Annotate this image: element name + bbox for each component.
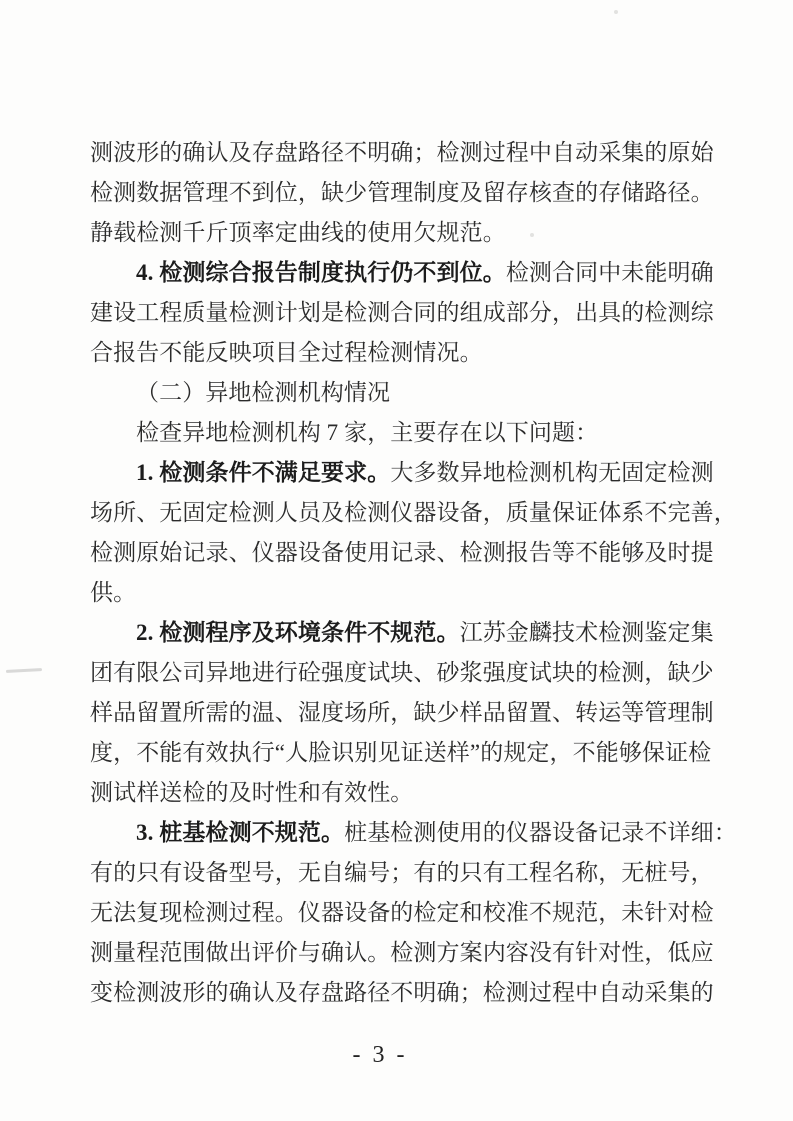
line-text: 江苏金麟技术检测鉴定集 (459, 620, 714, 645)
line-text: 检测合同中未能明确 (505, 260, 714, 285)
doc-line (90, 453, 714, 493)
line-text: 合报告不能反映项目全过程检测情况。 (90, 340, 483, 365)
doc-line (90, 973, 714, 1013)
line-text: 建设工程质量检测计划是检测合同的组成部分，出具的检测综 (90, 300, 714, 325)
doc-line (90, 733, 714, 773)
doc-line (90, 693, 714, 733)
doc-line (90, 773, 714, 813)
doc-line (90, 853, 714, 893)
doc-line (90, 613, 714, 653)
line-text: 有的只有设备型号，无自编号；有的只有工程名称，无桩号， (90, 860, 714, 885)
line-text: 桩基检测使用的仪器设备记录不详细： (344, 820, 737, 845)
line-text: 测量程范围做出评价与确认。检测方案内容没有针对性，低应 (90, 940, 714, 965)
section-heading-bold: 3. 桩基检测不规范。 (136, 820, 345, 845)
doc-line (90, 293, 714, 333)
doc-line (90, 533, 714, 573)
doc-line (90, 573, 714, 613)
doc-line (90, 333, 714, 373)
doc-line (90, 253, 714, 293)
doc-line (90, 173, 714, 213)
subsection-heading (90, 373, 714, 413)
section-heading-bold: 4. 检测综合报告制度执行仍不到位。 (136, 260, 506, 285)
document-body (90, 133, 737, 1013)
line-text: 度，不能有效执行“人脸识别见证送样”的规定，不能够保证检 (90, 740, 712, 765)
line-text: 变检测波形的确认及存盘路径不明确；检测过程中自动采集的 (90, 980, 714, 1005)
line-text: 测波形的确认及存盘路径不明确；检测过程中自动采集的原始 (90, 140, 714, 165)
doc-line (90, 653, 714, 693)
line-text: 场所、无固定检测人员及检测仪器设备，质量保证体系不完善， (90, 500, 737, 525)
line-text: 静载检测千斤顶率定曲线的使用欠规范。 (90, 220, 506, 245)
section-heading-bold: 1. 检测条件不满足要求。 (136, 460, 391, 485)
line-text: 检测数据管理不到位，缺少管理制度及留存核查的存储路径。 (90, 180, 714, 205)
section-heading-bold: 2. 检测程序及环境条件不规范。 (136, 620, 460, 645)
line-text: 供。 (90, 580, 137, 605)
scan-speck-artifact (614, 10, 618, 14)
line-text: 无法复现检测过程。仪器设备的检定和校准不规范，未针对检 (90, 900, 714, 925)
doc-line (90, 813, 737, 853)
scan-speck-artifact (530, 233, 534, 237)
line-text: 检查异地检测机构 7 家，主要存在以下问题： (136, 420, 599, 445)
line-text: （二）异地检测机构情况 (136, 380, 391, 405)
line-text: 团有限公司异地进行砼强度试块、砂浆强度试块的检测，缺少 (90, 660, 714, 685)
line-text: 样品留置所需的温、湿度场所，缺少样品留置、转运等管理制 (90, 700, 714, 725)
doc-line (90, 493, 737, 533)
line-text: 检测原始记录、仪器设备使用记录、检测报告等不能够及时提 (90, 540, 714, 565)
doc-line (90, 133, 714, 173)
scan-smudge-artifact (6, 668, 42, 673)
line-text: 大多数异地检测机构无固定检测 (390, 460, 714, 485)
page-number: - 3 - (352, 1042, 408, 1068)
doc-line (90, 893, 714, 933)
doc-line (90, 413, 714, 453)
doc-line (90, 213, 714, 253)
doc-line (90, 933, 714, 973)
line-text: 测试样送检的及时性和有效性。 (90, 780, 414, 805)
